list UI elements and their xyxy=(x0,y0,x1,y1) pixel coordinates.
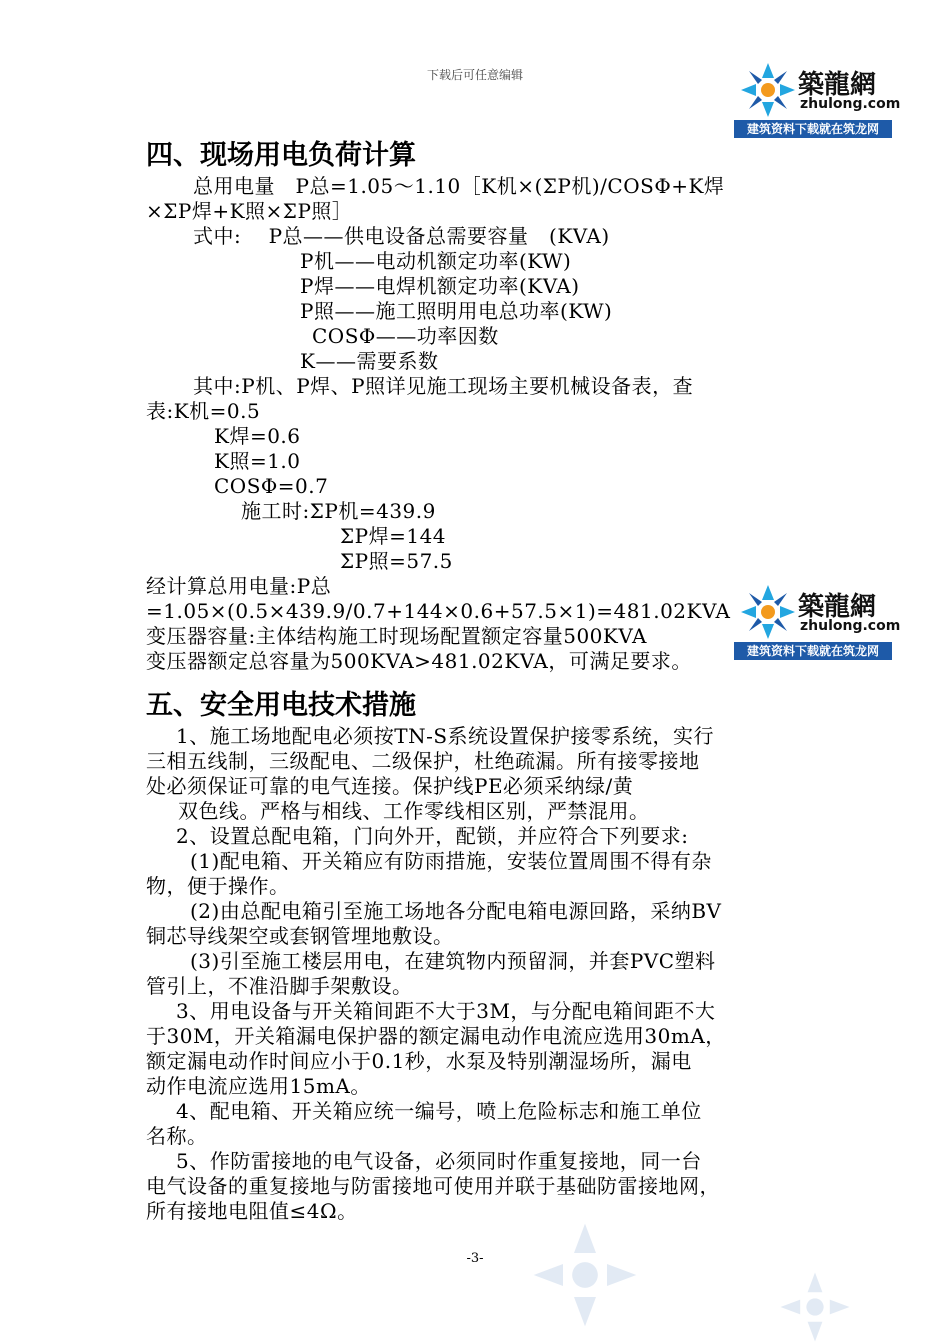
logo-name-cn: 築龍網 xyxy=(798,592,877,622)
logo-name-cn: 築龍網 xyxy=(798,70,877,100)
s5-line-19: 所有接地电阻值≤4Ω。 xyxy=(146,1199,358,1223)
watermark-snowflake-icon xyxy=(775,1270,855,1344)
s5-line-3: 双色线。严格与相线、工作零线相区别，严禁混用。 xyxy=(178,799,650,823)
logo-slogan: 建筑资料下载就在筑龙网 xyxy=(734,642,892,660)
s5-line-0: 1、施工场地配电必须按TN-S系统设置保护接零系统，实行 xyxy=(176,724,715,748)
s5-line-10: 管引上，不准沿脚手架敷设。 xyxy=(146,974,413,998)
s5-line-13: 额定漏电动作时间应小于0.1秒，水泵及特别潮湿场所，漏电 xyxy=(146,1049,692,1073)
zhulong-logo xyxy=(734,60,901,138)
s5-line-15: 4、配电箱、开关箱应统一编号，喷上危险标志和施工单位 xyxy=(176,1099,702,1123)
s5-line-6: 物，便于操作。 xyxy=(146,874,290,898)
s4-line-2: 式中: P总——供电设备总需要容量 (KVA) xyxy=(193,224,610,248)
s5-line-9: (3)引至施工楼层用电，在建筑物内预留洞，并套PVC塑料 xyxy=(190,949,716,973)
s4-line-15: ΣP照=57.5 xyxy=(340,549,453,573)
s5-line-11: 3、用电设备与开关箱间距不大于3M，与分配电箱间距不大 xyxy=(176,999,716,1023)
s4-line-5: P照——施工照明用电总功率(KW) xyxy=(300,299,613,323)
s5-line-8: 铜芯导线架空或套钢管埋地敷设。 xyxy=(146,924,454,948)
s4-line-1: ×ΣP焊+K照×ΣP照］ xyxy=(146,199,353,223)
header-note: 下载后可任意编辑 xyxy=(426,68,523,82)
section-4-title: 四、现场用电负荷计算 xyxy=(146,140,416,171)
snowflake-icon xyxy=(738,62,798,118)
s4-line-6: COSΦ——功率因数 xyxy=(312,324,499,348)
s5-line-12: 于30M，开关箱漏电保护器的额定漏电动作电流应选用30mA， xyxy=(146,1024,726,1048)
s4-line-17: =1.05×(0.5×439.9/0.7+144×0.6+57.5×1)=481.02KVA xyxy=(146,599,731,623)
snowflake-icon xyxy=(738,584,798,640)
s4-line-8: 其中:P机、P焊、P照详见施工现场主要机械设备表，查 xyxy=(193,374,694,398)
s4-line-11: K照=1.0 xyxy=(214,449,301,473)
s5-line-2: 处必须保证可靠的电气连接。保护线PE必须采纳绿/黄 xyxy=(146,774,634,798)
s4-line-3: P机——电动机额定功率(KW) xyxy=(300,249,572,273)
page-number: -3- xyxy=(466,1251,484,1266)
s4-line-7: K——需要系数 xyxy=(300,349,439,373)
s4-line-12: COSΦ=0.7 xyxy=(214,474,329,498)
s5-line-16: 名称。 xyxy=(146,1124,208,1148)
s5-line-18: 电气设备的重复接地与防雷接地可使用并联于基础防雷接地网， xyxy=(146,1174,720,1198)
logo-name-en: zhulong.com xyxy=(800,618,901,634)
logo-name-en: zhulong.com xyxy=(800,96,901,112)
s5-line-7: (2)由总配电箱引至施工场地各分配电箱电源回路，采纳BV xyxy=(190,899,722,923)
zhulong-logo-secondary xyxy=(734,582,901,660)
watermark-snowflake-icon xyxy=(530,1220,640,1330)
s4-line-9: 表:K机=0.5 xyxy=(146,399,261,423)
s5-line-14: 动作电流应选用15mA。 xyxy=(146,1074,371,1098)
section-5-title: 五、安全用电技术措施 xyxy=(146,690,416,721)
s5-line-5: (1)配电箱、开关箱应有防雨措施，安装位置周围不得有杂 xyxy=(190,849,712,873)
s4-line-16: 经计算总用电量:P总 xyxy=(146,574,332,598)
s5-line-1: 三相五线制，三级配电、二级保护，杜绝疏漏。所有接零接地 xyxy=(146,749,700,773)
s4-line-4: P焊——电焊机额定功率(KVA) xyxy=(300,274,580,298)
s5-line-4: 2、设置总配电箱，门向外开，配锁，并应符合下列要求: xyxy=(176,824,689,848)
logo-slogan: 建筑资料下载就在筑龙网 xyxy=(734,120,892,138)
s4-line-0: 总用电量 P总=1.05～1.10［K机×(ΣP机)/COSΦ+K焊 xyxy=(193,174,725,198)
s4-line-13: 施工时:ΣP机=439.9 xyxy=(241,499,436,523)
s4-line-19: 变压器额定总容量为500KVA>481.02KVA，可满足要求。 xyxy=(146,649,692,673)
s5-line-17: 5、作防雷接地的电气设备，必须同时作重复接地，同一台 xyxy=(176,1149,702,1173)
s4-line-10: K焊=0.6 xyxy=(214,424,301,448)
s4-line-14: ΣP焊=144 xyxy=(340,524,447,548)
s4-line-18: 变压器容量:主体结构施工时现场配置额定容量500KVA xyxy=(146,624,647,648)
